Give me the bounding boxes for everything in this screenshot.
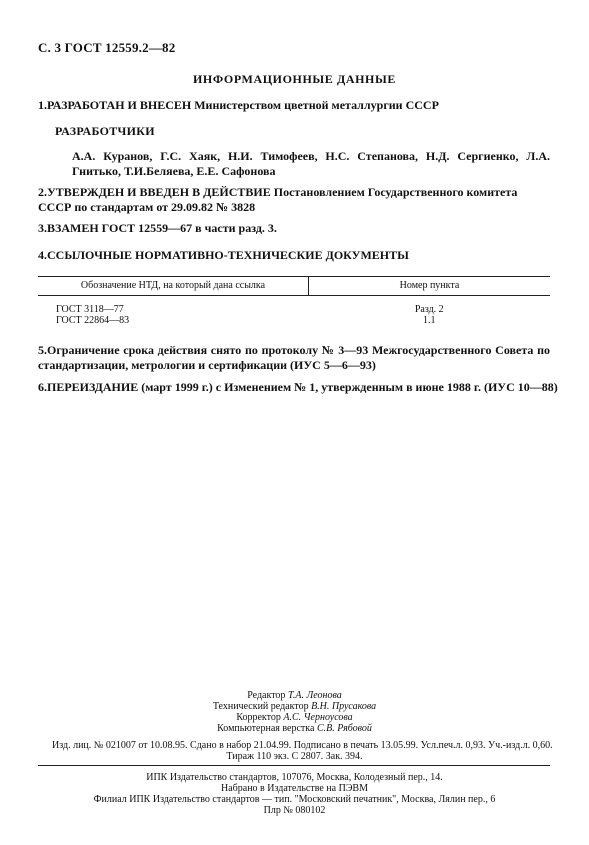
publisher-block: [0, 772, 589, 816]
developers-list: А.А. Куранов, Г.С. Хаяк, Н.И. Тимофеев, Н.С. Степанова, Н.Д. Сергиенко, Л.А. Гнитько, Т.И.Беляева, Е.Е. Сафонова: [72, 149, 550, 178]
section-1-text: Министерством цветной металлургии СССР: [194, 98, 439, 112]
credit-editor-name: Т.А. Леонова: [287, 690, 342, 701]
publisher-line-4: Плр № 080102: [263, 805, 326, 816]
table-cell-ntd: ГОСТ 3118—77: [56, 304, 124, 315]
table-header-row: [38, 277, 550, 296]
page-header: С. 3 ГОСТ 12559.2—82: [38, 40, 176, 55]
credit-layout-name: С.В. Рябовой: [316, 723, 372, 734]
section-6-caption: ПЕРЕИЗДАНИЕ: [47, 380, 139, 394]
table-header-ntd: Обозначение НТД, на который дана ссылка: [38, 277, 309, 296]
section-3-number: 3.: [38, 221, 47, 235]
section-3-caption: ВЗАМЕН ГОСТ 12559—67: [47, 221, 193, 235]
section-1-number: 1.: [38, 98, 47, 112]
section-4-number: 4.: [38, 248, 47, 262]
table-cell-clause: 1.1: [423, 315, 436, 326]
section-2: [38, 185, 550, 215]
developers-heading: РАЗРАБОТЧИКИ: [55, 124, 155, 138]
divider: [38, 765, 550, 766]
section-4-caption: ССЫЛОЧНЫЕ НОРМАТИВНО-ТЕХНИЧЕСКИЕ ДОКУМЕНТЫ: [47, 248, 409, 262]
section-6-number: 6.: [38, 380, 47, 394]
section-5: [38, 343, 550, 373]
publication-line-1: Изд. лиц. № 021007 от 10.08.95. Сдано в набор 21.04.99. Подписано в печать 13.05.99. Усл.печ.л. 0,93. Уч.-изд.л. 0,60.: [52, 740, 553, 751]
credit-tech-editor: [0, 701, 589, 712]
credit-tech-editor-label: Технический редактор: [212, 701, 309, 712]
section-1-caption: РАЗРАБОТАН И ВНЕСЕН: [47, 98, 192, 112]
section-1: [38, 98, 550, 113]
credit-editor-label: Редактор: [247, 690, 286, 701]
section-6: [38, 380, 558, 395]
credit-layout-label: Компьютерная верстка: [217, 723, 315, 734]
credit-proofreader-name: А.С. Черноусова: [283, 712, 353, 723]
section-3: [38, 221, 550, 236]
credit-editor: [0, 690, 589, 701]
credit-layout: [0, 723, 589, 734]
section-6-text: (март 1999 г.) с Изменением № 1, утвержденным в июне 1988 г. (ИУС 10—88): [141, 380, 558, 394]
section-3-text: в части разд. 3.: [195, 221, 277, 235]
credit-proofreader: [0, 712, 589, 723]
publisher-line-2: Набрано в Издательстве на ПЭВМ: [221, 783, 368, 794]
section-5-text: Ограничение срока действия снято по протоколу № 3—93 Межгосударственного Совета по стандартизации, метрологии и сертификации (ИУС 5—6—93): [38, 343, 550, 372]
credit-tech-editor-name: В.Н. Прусакова: [311, 701, 377, 712]
section-5-number: 5.: [38, 343, 47, 357]
page-title: ИНФОРМАЦИОННЫЕ ДАННЫЕ: [193, 72, 396, 86]
publication-line-2: Тираж 110 экз. С 2807. Зак. 394.: [226, 751, 363, 762]
publisher-line-1: ИПК Издательство стандартов, 107076, Москва, Колодезный пер., 14.: [146, 772, 443, 783]
table-header-clause: Номер пункта: [309, 277, 551, 296]
reference-documents-table: [38, 276, 550, 326]
credit-proofreader-label: Корректор: [236, 712, 281, 723]
section-2-caption: УТВЕРЖДЕН И ВВЕДЕН В ДЕЙСТВИЕ: [47, 185, 271, 199]
section-4: [38, 248, 550, 263]
section-2-number: 2.: [38, 185, 47, 199]
section-2-text: Постановлением Государственного комитета СССР по стандартам от 29.09.82 № 3828: [38, 185, 518, 214]
table-cell-clause: Разд. 2: [414, 304, 444, 315]
table-row: [38, 296, 550, 316]
table-row: [38, 315, 550, 326]
table-cell-ntd: ГОСТ 22864—83: [56, 315, 130, 326]
publisher-line-3: Филиал ИПК Издательство стандартов — тип. "Московский печатник", Москва, Лялин пер., 6: [93, 794, 496, 805]
